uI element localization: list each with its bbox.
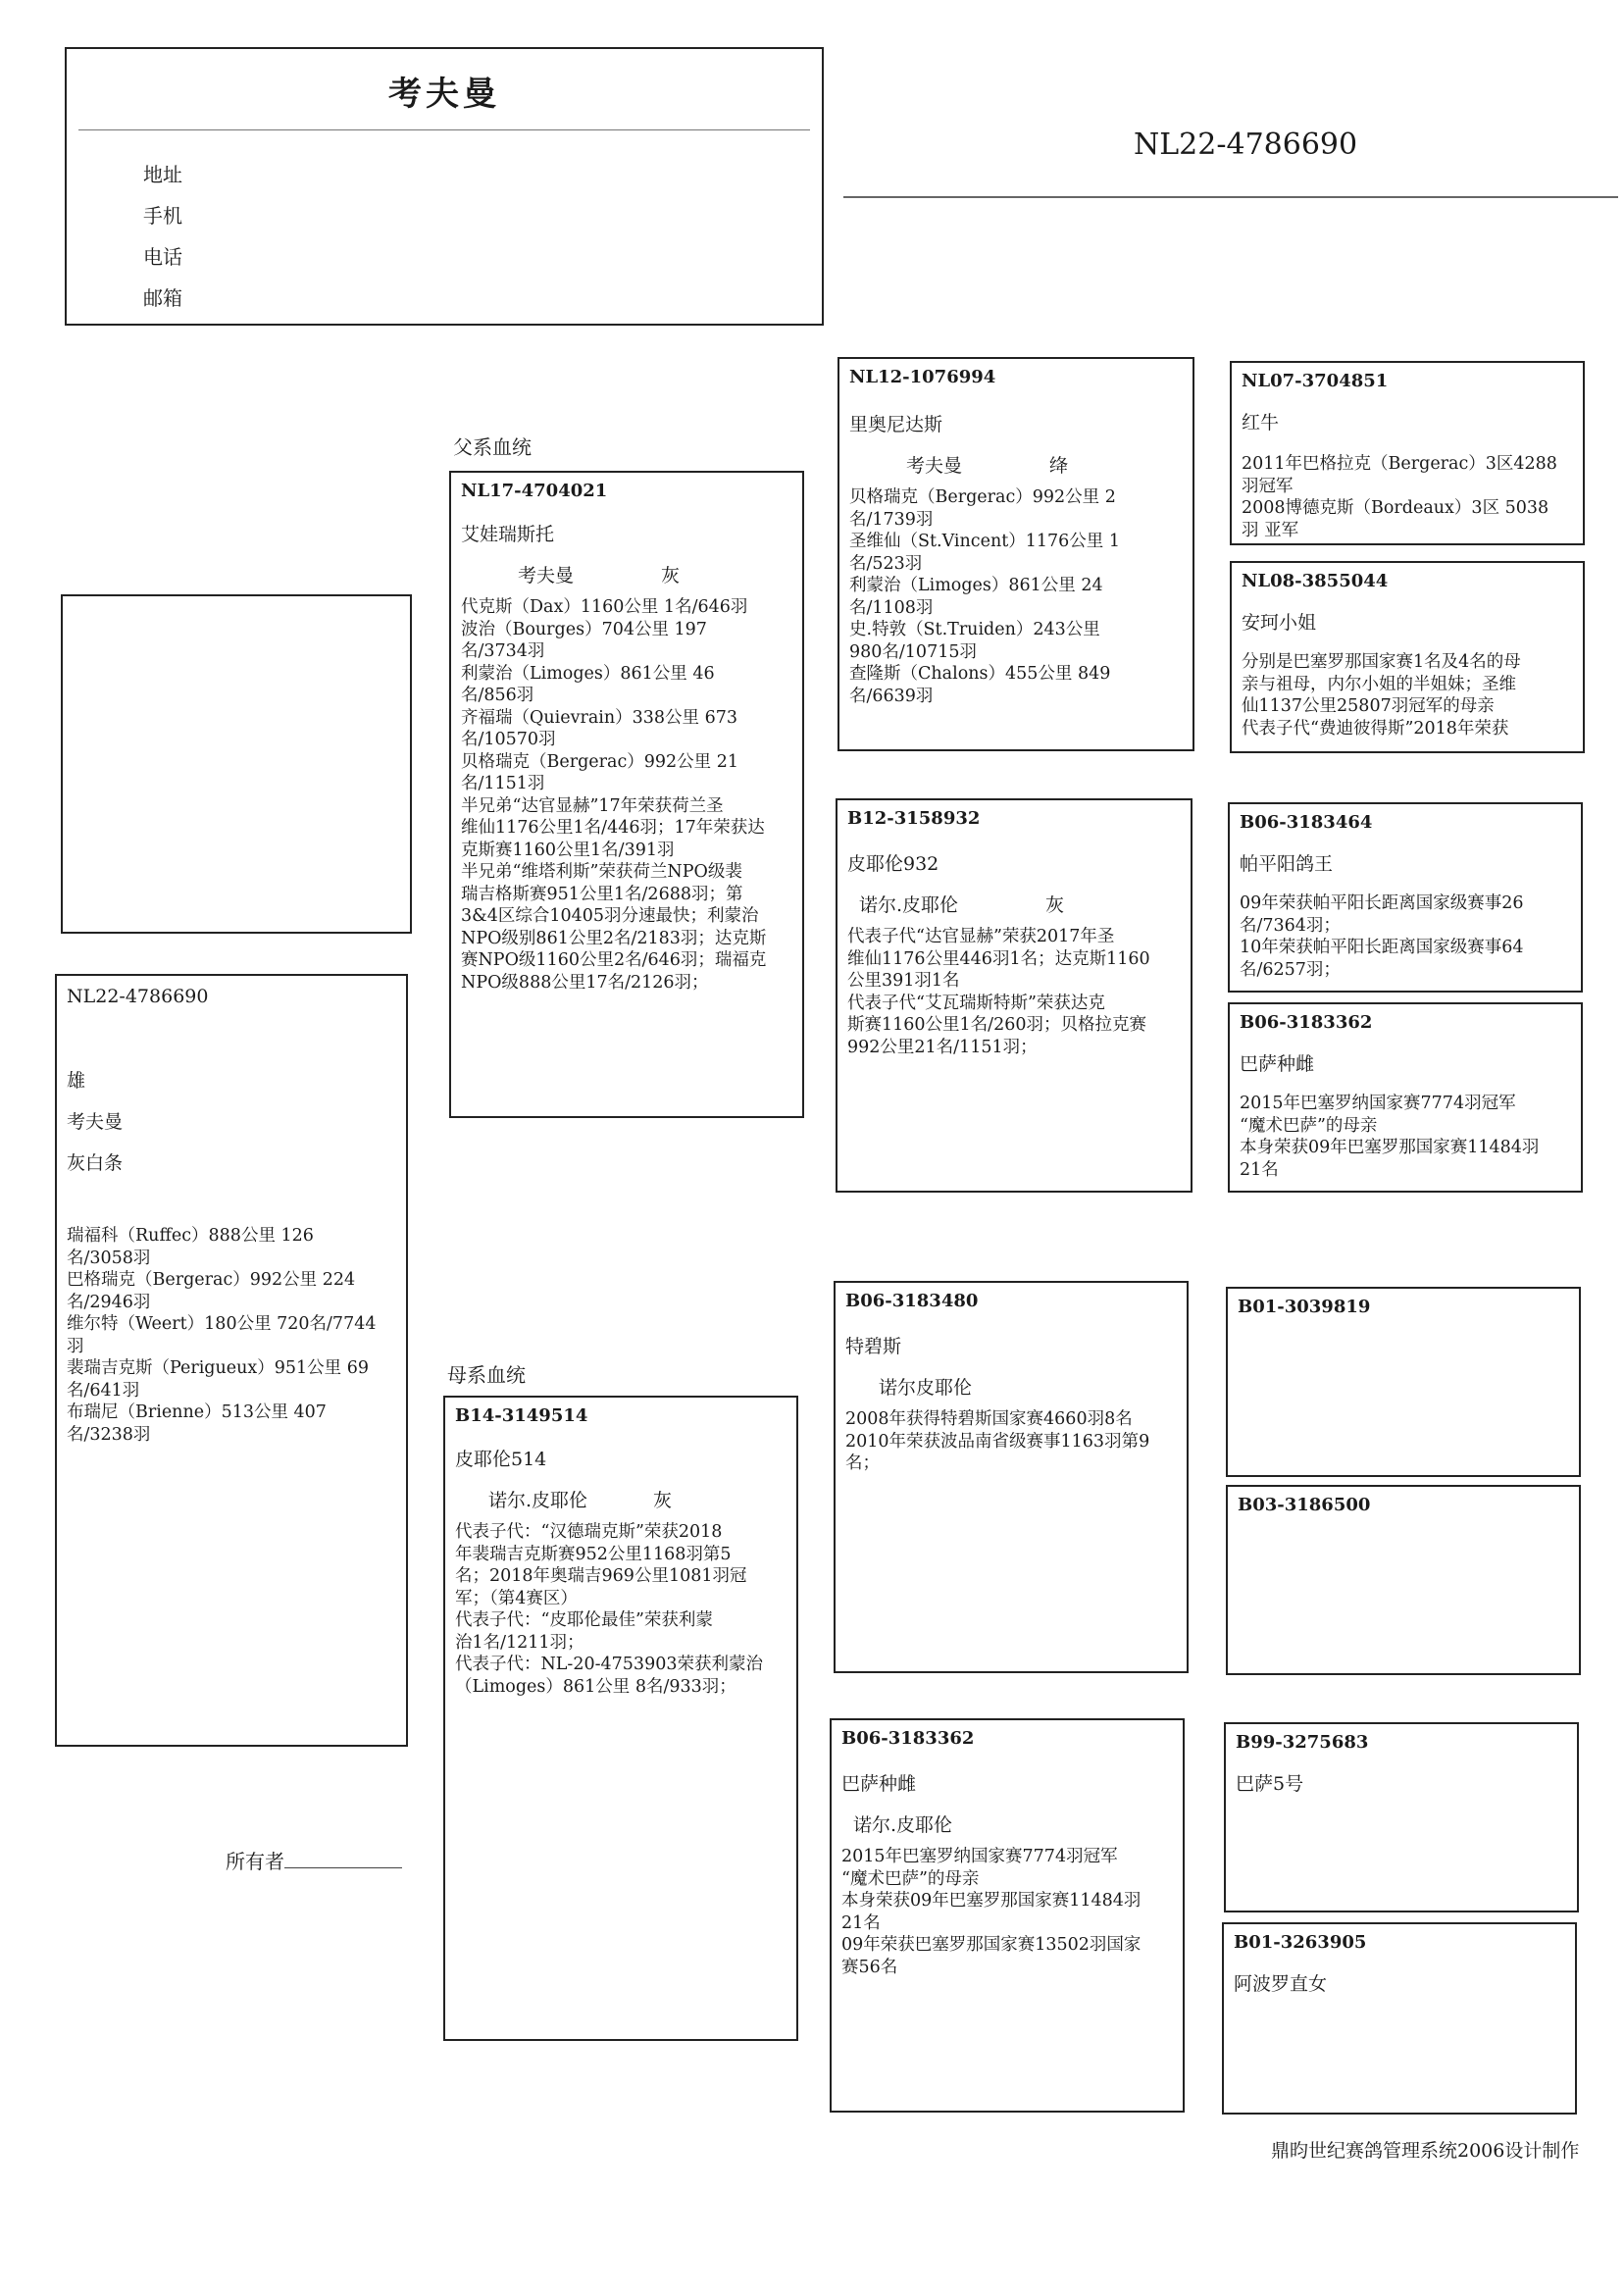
subject-breeder: 考夫曼	[67, 1111, 124, 1133]
ssd-card	[1230, 561, 1585, 753]
sdd-ring: B06-3183362	[1240, 1012, 1373, 1033]
subject-ring: NL22-4786690	[67, 986, 209, 1007]
dds-name: 巴萨5号	[1236, 1773, 1304, 1795]
sds-ring: B06-3183464	[1240, 812, 1373, 833]
ss-breeder: 考夫曼	[906, 455, 963, 477]
dam-sire-card	[834, 1281, 1189, 1673]
subject-sex: 雄	[67, 1070, 86, 1092]
sire-ring: NL17-4704021	[461, 481, 608, 501]
owner-signature-label: 所有者	[226, 1846, 402, 1874]
sds-results: 09年荣获帕平阳长距离国家级赛事26 名/7364羽； 10年荣获帕平阳长距离国家级赛事64 名/6257羽；	[1240, 893, 1524, 980]
owner-info-box	[65, 47, 824, 326]
sss-card	[1230, 361, 1585, 545]
dd-breeder: 诺尔.皮耶伦	[853, 1814, 953, 1836]
footer-credit: 鼎昀世纪赛鸽管理系统2006设计制作	[1271, 2140, 1580, 2162]
dsd-ring: B03-3186500	[1238, 1495, 1371, 1515]
sss-results: 2011年巴格拉克（Bergerac）3区4288 羽冠军 2008博德克斯（Bordeaux）3区 5038 羽 亚军	[1242, 454, 1557, 540]
dam-color: 灰	[653, 1490, 673, 1511]
ds-results: 2008年获得特碧斯国家赛4660羽8名 2010年荣获波品南省级赛事1163羽第9 名；	[845, 1409, 1150, 1473]
subject-color: 灰白条	[67, 1152, 124, 1174]
sire-color: 灰	[661, 565, 681, 586]
ssd-results: 分别是巴塞罗那国家赛1名及4名的母 亲与祖母，内尔小姐的半姐妹；圣维 仙1137公里25807羽冠军的母亲 代表子代“费迪彼得斯”2018年荣获	[1242, 652, 1521, 739]
sdd-results: 2015年巴塞罗纳国家赛7774羽冠军 “魔术巴萨”的母亲 本身荣获09年巴塞罗那国家赛11484羽 21名	[1240, 1094, 1540, 1180]
sire-results: 代克斯（Dax）1160公里 1名/646羽 波治（Bourges）704公里 197 名/3734羽 利蒙治（Limoges）861公里 46 名/856羽 齐福瑞（Quievrain）338公里 673 名/10570羽 贝格瑞克（Bergerac）992公里 21 名/1151羽 半兄弟“达官显赫”17年荣获荷兰圣 维仙1176公里1名/446羽；17年荣获达 克斯赛1160公里1名/391羽 半兄弟“维塔利斯”荣获荷兰NPO级裴 瑞吉格斯赛951公里1名/2688羽；第 3&4区综合10405羽分速最快；利蒙治 NPO级别861公里2名/2183羽；达克斯 赛NPO级1160公里2名/646羽；瑞福克 NPO级888公里17名/2126羽；	[461, 597, 767, 993]
sdd-card	[1228, 1002, 1583, 1193]
dam-name: 皮耶伦514	[455, 1449, 547, 1470]
sd-ring: B12-3158932	[847, 808, 981, 829]
email-label: 邮箱	[143, 286, 182, 310]
dds-card	[1224, 1722, 1579, 1912]
sire-line-label: 父系血统	[453, 435, 532, 459]
sd-results: 代表子代“达官显赫”荣获2017年圣 维仙1176公里446羽1名；达克斯1160 公里391羽1名 代表子代“艾瓦瑞斯特斯”荣获达克 斯赛1160公里1名/260羽；贝格拉克赛 992公里21名/1151羽；	[847, 927, 1150, 1057]
ds-breeder: 诺尔皮耶伦	[879, 1377, 973, 1399]
address-label: 地址	[143, 163, 182, 186]
sds-name: 帕平阳鸽王	[1240, 853, 1334, 875]
dss-card	[1226, 1287, 1581, 1477]
sire-dam-card	[836, 798, 1193, 1193]
dds-ring: B99-3275683	[1236, 1732, 1369, 1753]
dam-dam-card	[830, 1718, 1185, 2113]
ss-color: 绛	[1049, 455, 1069, 477]
dd-name: 巴萨种雌	[841, 1773, 917, 1795]
ddd-card	[1222, 1922, 1577, 2115]
dss-ring: B01-3039819	[1238, 1297, 1371, 1317]
header-ring-number: NL22-4786690	[1134, 127, 1358, 162]
sd-breeder: 诺尔.皮耶伦	[859, 894, 959, 916]
sss-ring: NL07-3704851	[1242, 371, 1389, 391]
sd-name: 皮耶伦932	[847, 853, 939, 875]
subject-results: 瑞福科（Ruffec）888公里 126 名/3058羽 巴格瑞克（Bergerac）992公里 224 名/2946羽 维尔特（Weert）180公里 720名/7744 羽 裴瑞吉克斯（Perigueux）951公里 69 名/641羽 布瑞尼（Brienne）513公里 407 名/3238羽	[67, 1226, 377, 1445]
sds-card	[1228, 802, 1583, 993]
dam-card	[443, 1396, 798, 2041]
ss-results: 贝格瑞克（Bergerac）992公里 2 名/1739羽 圣维仙（St.Vincent）1176公里 1 名/523羽 利蒙治（Limoges）861公里 24 名/1108羽 史.特敦（St.Truiden）243公里 980名/10715羽 查隆斯（Chalons）455公里 849 名/6639羽	[849, 487, 1120, 706]
dam-line-label: 母系血统	[447, 1363, 526, 1387]
sire-card	[449, 471, 804, 1118]
dam-results: 代表子代：“汉德瑞克斯”荣获2018 年裴瑞吉克斯赛952公里1168羽第5 名；2018年奥瑞吉969公里1081羽冠 军；（第4赛区） 代表子代：“皮耶伦最佳”荣获利蒙 治1名/1211羽； 代表子代：NL-20-4753903荣获利蒙治 （Limoges）861公里 8名/933羽；	[455, 1522, 763, 1697]
mobile-label: 手机	[143, 204, 182, 228]
ds-ring: B06-3183480	[845, 1291, 979, 1311]
owner-name: 考夫曼	[388, 75, 500, 114]
ddd-name: 阿波罗直女	[1234, 1973, 1328, 1995]
sire-breeder: 考夫曼	[518, 565, 575, 586]
dam-breeder: 诺尔.皮耶伦	[488, 1490, 588, 1511]
sire-name: 艾娃瑞斯托	[461, 524, 555, 545]
photo-frame	[61, 594, 412, 934]
dsd-card	[1226, 1485, 1581, 1675]
phone-label: 电话	[143, 245, 182, 269]
ds-name: 特碧斯	[845, 1336, 902, 1357]
dd-ring: B06-3183362	[841, 1728, 975, 1749]
dam-ring: B14-3149514	[455, 1405, 588, 1426]
subject-card	[55, 974, 408, 1747]
sss-name: 红牛	[1242, 412, 1280, 433]
ss-name: 里奥尼达斯	[849, 414, 943, 435]
ssd-ring: NL08-3855044	[1242, 571, 1389, 591]
sdd-name: 巴萨种雌	[1240, 1053, 1315, 1075]
dd-results: 2015年巴塞罗纳国家赛7774羽冠军 “魔术巴萨”的母亲 本身荣获09年巴塞罗那国家赛11484羽 21名 09年荣获巴塞罗那国家赛13502羽国家 赛56名	[841, 1847, 1142, 1977]
sd-color: 灰	[1045, 894, 1065, 916]
ddd-ring: B01-3263905	[1234, 1932, 1367, 1953]
sire-sire-card	[837, 357, 1194, 751]
ssd-name: 安珂小姐	[1242, 612, 1317, 634]
ss-ring: NL12-1076994	[849, 367, 996, 387]
